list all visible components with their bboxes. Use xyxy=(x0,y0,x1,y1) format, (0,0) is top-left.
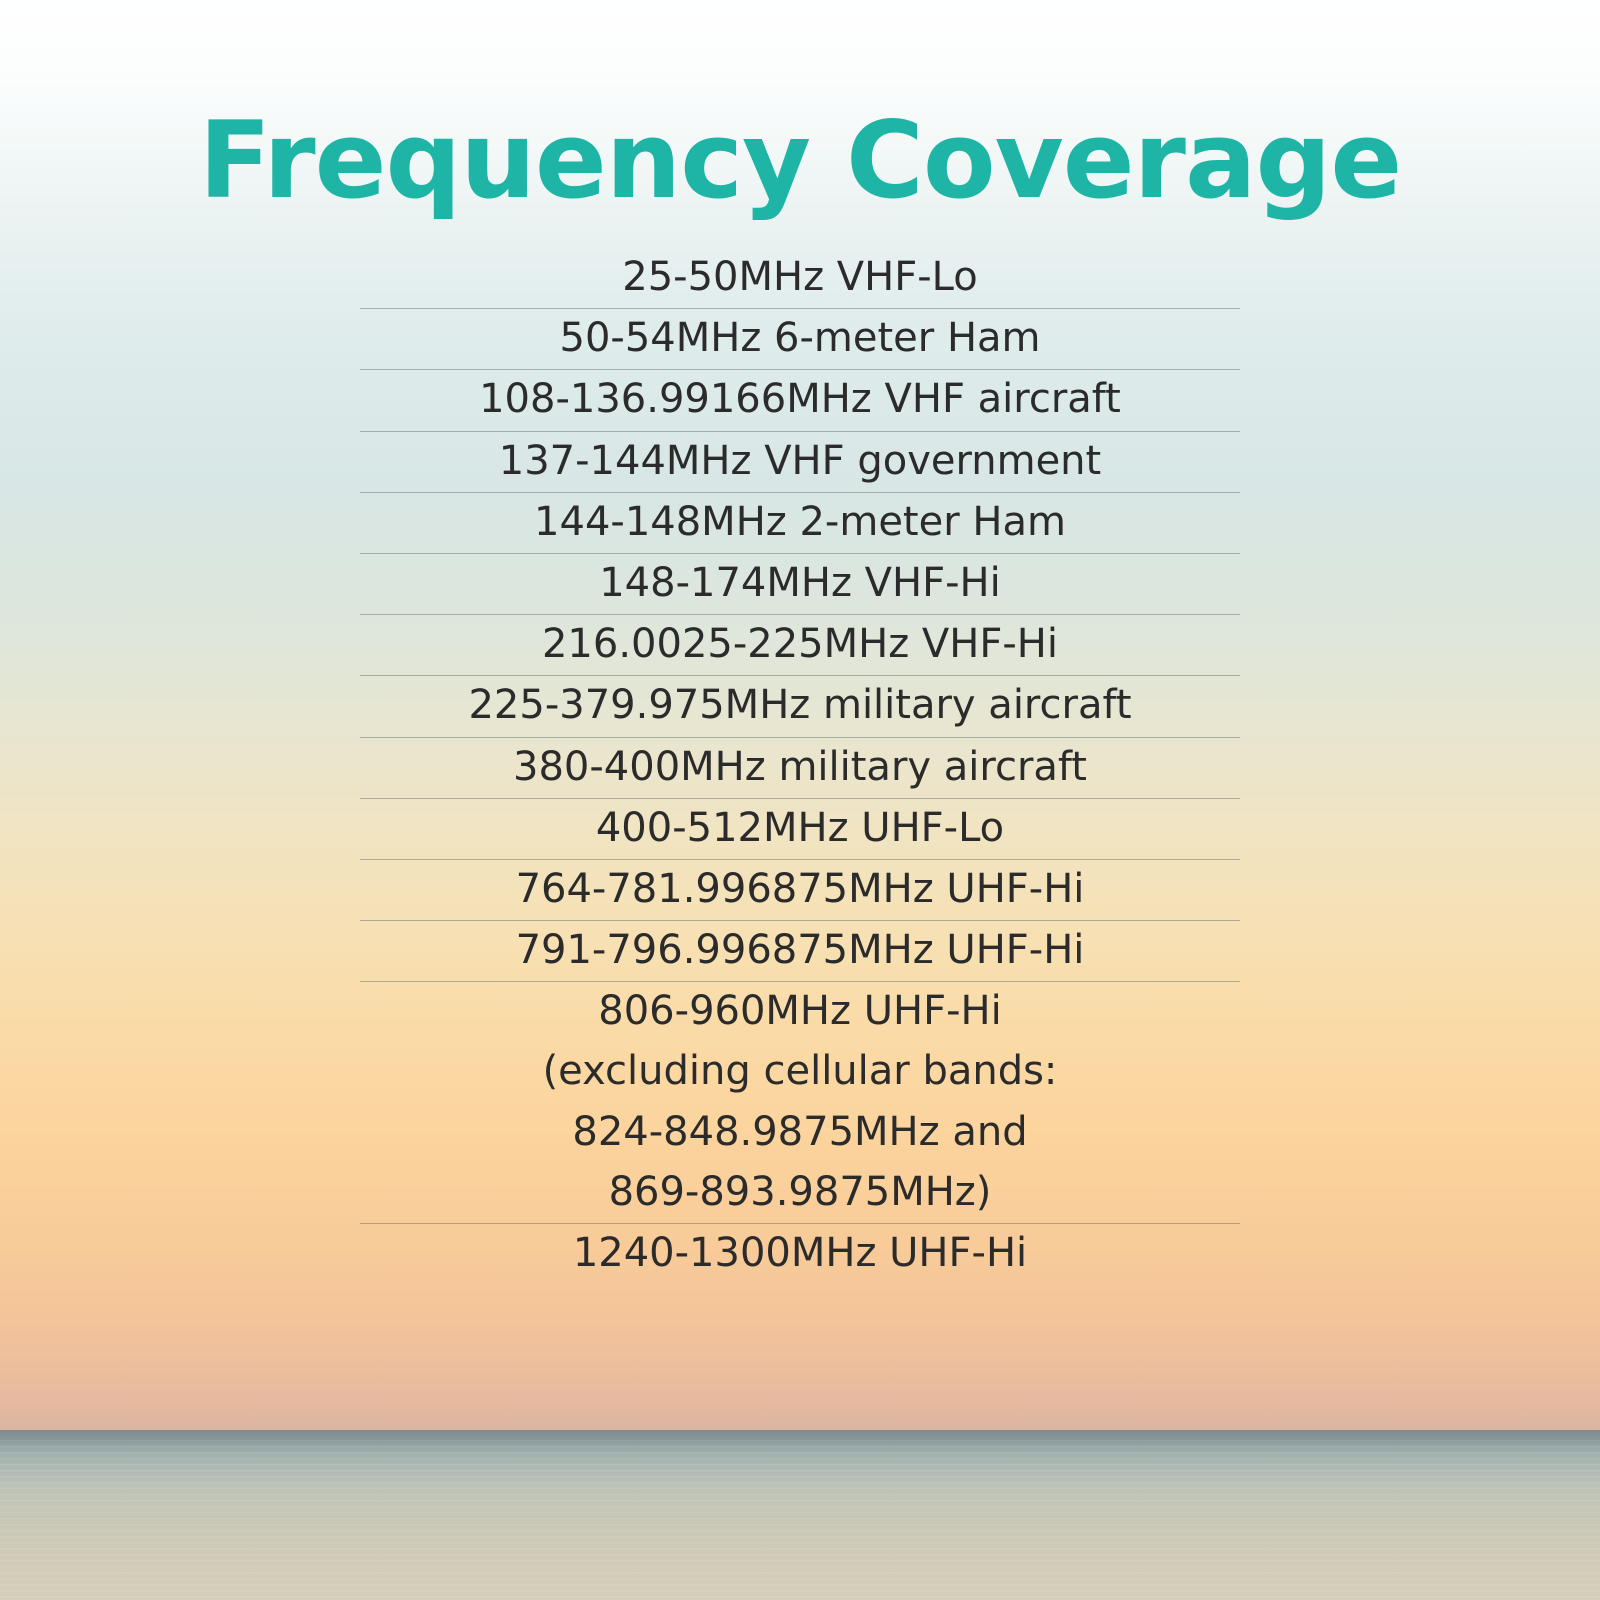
list-item: 50-54MHz 6-meter Ham xyxy=(360,309,1240,370)
list-item: 225-379.975MHz military aircraft xyxy=(360,676,1240,737)
list-item-note: (excluding cellular bands: xyxy=(542,1048,1058,1095)
list-item: 764-781.996875MHz UHF-Hi xyxy=(360,860,1240,921)
list-item: 108-136.99166MHz VHF aircraft xyxy=(360,370,1240,431)
list-item: 25-50MHz VHF-Lo xyxy=(360,248,1240,309)
list-item-note: 824-848.9875MHz and xyxy=(572,1108,1028,1155)
list-item: 1240-1300MHz UHF-Hi xyxy=(572,1230,1028,1276)
list-item-note: 869-893.9875MHz) xyxy=(360,1163,1240,1224)
list-item: 137-144MHz VHF government xyxy=(360,432,1240,493)
list-item: 216.0025-225MHz VHF-Hi xyxy=(360,615,1240,676)
list-item: 144-148MHz 2-meter Ham xyxy=(360,493,1240,554)
list-item: 148-174MHz VHF-Hi xyxy=(360,554,1240,615)
water-shimmer xyxy=(0,1440,1600,1600)
list-item: 400-512MHz UHF-Lo xyxy=(360,799,1240,860)
list-item: 791-796.996875MHz UHF-Hi xyxy=(360,921,1240,982)
list-item: 380-400MHz military aircraft xyxy=(360,738,1240,799)
list-item: 806-960MHz UHF-Hi xyxy=(598,988,1002,1035)
frequency-coverage-list xyxy=(360,248,1240,1284)
page-title: Frequency Coverage xyxy=(198,99,1402,222)
ocean-background xyxy=(0,1430,1600,1600)
